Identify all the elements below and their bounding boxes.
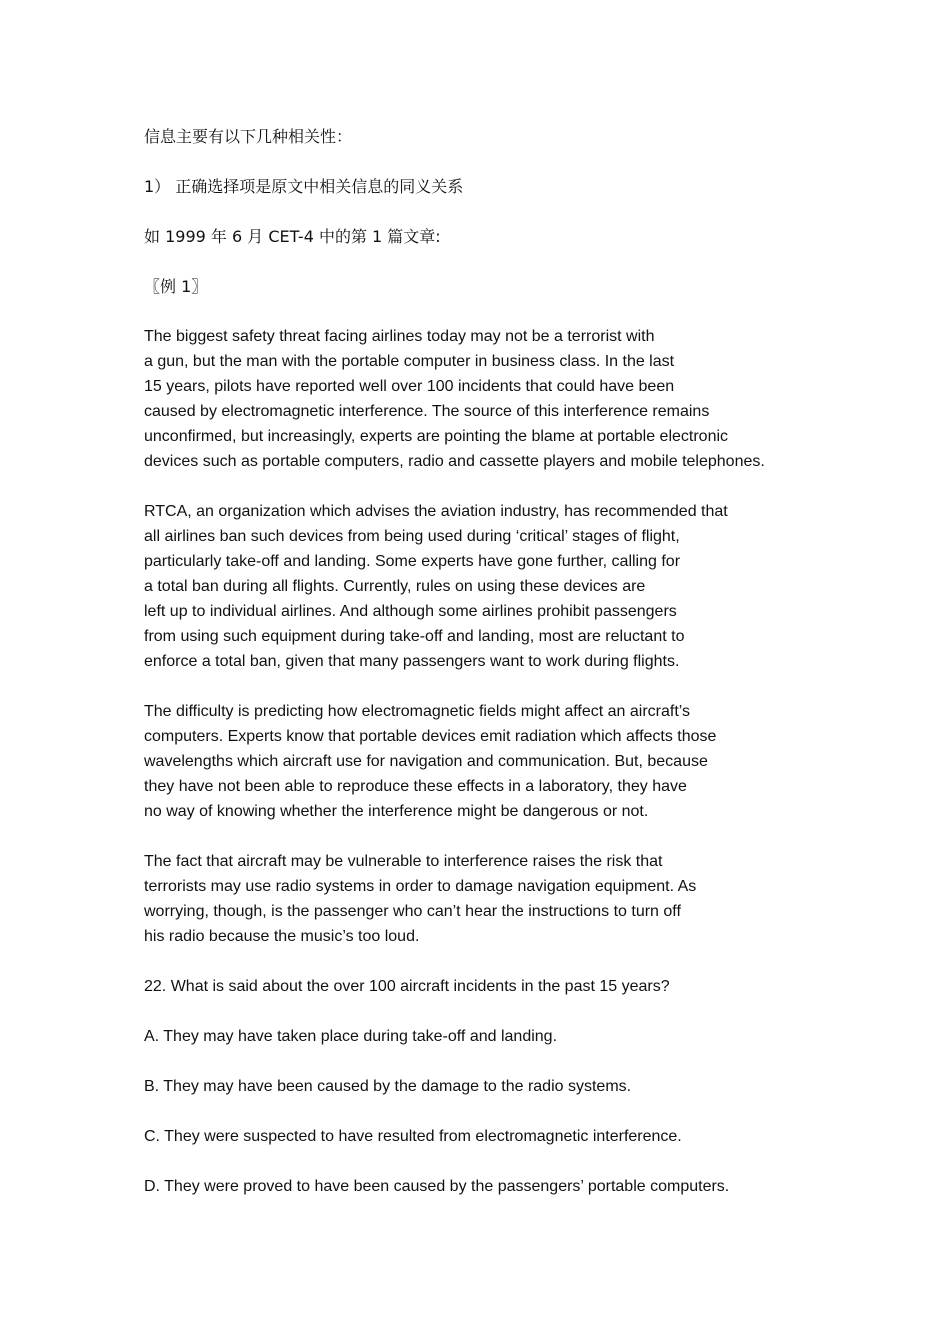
option-d: D. They were proved to have been caused by the passengers’ portable computers. [144, 1178, 730, 1195]
passage-line: a total ban during all flights. Currently, rules on using these devices are [144, 578, 646, 595]
passage-line: left up to individual airlines. And although some airlines prohibit passengers [144, 603, 677, 620]
passage-line: particularly take-off and landing. Some experts have gone further, calling for [144, 553, 681, 570]
passage-line: The fact that aircraft may be vulnerable to interference raises the risk that [144, 853, 663, 870]
passage-paragraph-4 [144, 849, 844, 949]
passage-line: RTCA, an organization which advises the aviation industry, has recommended that [144, 503, 728, 520]
passage-line: a gun, but the man with the portable computer in business class. In the last [144, 353, 675, 370]
passage-paragraph-3 [144, 699, 844, 824]
passage-line: worrying, though, is the passenger who can’t hear the instructions to turn off [144, 903, 681, 920]
question-stem: 22. What is said about the over 100 aircraft incidents in the past 15 years? [144, 978, 670, 995]
option-c: C. They were suspected to have resulted from electromagnetic interference. [144, 1128, 682, 1145]
passage-line: wavelengths which aircraft use for navigation and communication. But, because [144, 753, 708, 770]
passage-line: no way of knowing whether the interference might be dangerous or not. [144, 803, 649, 820]
option-b: B. They may have been caused by the damage to the radio systems. [144, 1078, 632, 1095]
passage-line: computers. Experts know that portable devices emit radiation which affects those [144, 728, 717, 745]
passage-paragraph-2 [144, 499, 844, 674]
example-label: 〖例 1〗 [144, 277, 208, 296]
passage-line: terrorists may use radio systems in order to damage navigation equipment. As [144, 878, 697, 895]
passage-line: they have not been able to reproduce these effects in a laboratory, they have [144, 778, 687, 795]
passage-line: all airlines ban such devices from being used during ‘critical’ stages of flight, [144, 528, 680, 545]
intro-point-1: 1） 正确选择项是原文中相关信息的同义关系 [144, 177, 464, 196]
intro-source: 如 1999 年 6 月 CET-4 中的第 1 篇文章: [144, 227, 441, 246]
passage-line: The difficulty is predicting how electromagnetic fields might affect an aircraft’s [144, 703, 691, 720]
passage-line: from using such equipment during take-off and landing, most are reluctant to [144, 628, 685, 645]
passage-line: devices such as portable computers, radio and cassette players and mobile telephones. [144, 453, 765, 470]
question [144, 974, 844, 1199]
passage-line: enforce a total ban, given that many passengers want to work during flights. [144, 653, 680, 670]
option-a: A. They may have taken place during take-off and landing. [144, 1028, 558, 1045]
document-page [144, 124, 844, 1224]
passage-line: The biggest safety threat facing airlines today may not be a terrorist with [144, 328, 655, 345]
passage-line: unconfirmed, but increasingly, experts are pointing the blame at portable electronic [144, 428, 729, 445]
intro-heading: 信息主要有以下几种相关性： [144, 127, 353, 146]
passage-line: his radio because the music’s too loud. [144, 928, 420, 945]
passage [144, 324, 844, 949]
passage-paragraph-1 [144, 324, 844, 474]
passage-line: 15 years, pilots have reported well over 100 incidents that could have been [144, 378, 675, 395]
passage-line: caused by electromagnetic interference. The source of this interference remains [144, 403, 710, 420]
